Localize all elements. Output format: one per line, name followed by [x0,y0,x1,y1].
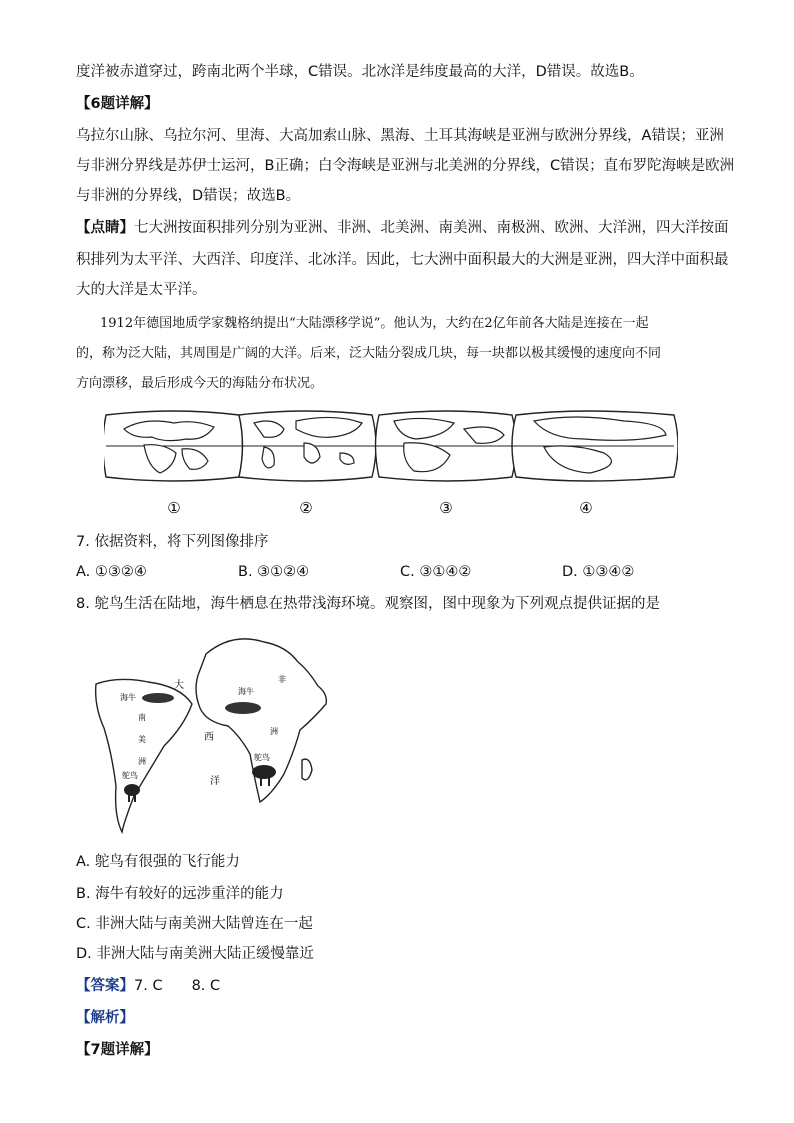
q7-option-b[interactable]: B. ③①②④ [238,564,310,580]
q8-option-d[interactable]: D. 非洲大陆与南美洲大陆正缓慢靠近 [76,946,314,962]
passage-line: 1912年德国地质学家魏格纳提出“大陆漂移学说”。他认为，大约在2亿年前各大陆是连接在一起 [100,316,649,331]
text-line: 度洋被赤道穿过，跨南北两个半球，C错误。北冰洋是纬度最高的大洋，D错误。故选B。 [76,64,644,80]
answer-tag: 【答案】 [76,978,134,994]
passage-line: 方向漂移，最后形成今天的海陆分布状况。 [76,376,324,391]
manatee-icon-af [225,702,261,714]
sa-label-zhou: 洲 [138,757,146,766]
south-america-outline [96,679,192,832]
q8-option-c[interactable]: C. 非洲大陆与南美洲大陆曾连在一起 [76,916,313,932]
ocean-label-yang: 洋 [210,776,220,787]
map-label-4: ④ [579,499,593,517]
section-heading-q6: 【6题详解】 [76,96,159,112]
sa-ostrich-label: 鸵鸟 [122,771,138,780]
question-7: 7. 依据资料，将下列图像排序 [76,534,269,550]
text-line: 积排列为太平洋、大西洋、印度洋、北冰洋。因此，七大洲中面积最大的大洲是亚洲，四大洋中面积最 [76,252,729,268]
map-label-3: ③ [439,499,453,517]
tip-text: 七大洲按面积排列分别为亚洲、非洲、北美洲、南美洲、南极洲、欧洲、大洋洲，四大洋按面 [134,220,729,236]
africa-south-america-map [88,626,338,840]
text-line: 大的大洋是太平洋。 [76,282,207,298]
af-label-fei: 非 [278,675,286,684]
manatee-icon-sa [142,693,174,703]
af-label-zhou: 洲 [270,727,278,736]
madagascar-outline [302,759,312,780]
q7-option-a[interactable]: A. ①③②④ [76,564,147,580]
ocean-label-da: 大 [174,680,184,691]
answer-line [76,976,220,996]
map-label-1: ① [167,499,181,517]
sa-manatee-label: 海牛 [120,693,136,702]
passage-line: 的，称为泛大陆，其周围是广阔的大洋。后来，泛大陆分裂成几块，每一块都以极其缓慢的速度向不同 [76,346,662,361]
question-8: 8. 鸵鸟生活在陆地，海牛栖息在热带浅海环境。观察图，图中现象为下列观点提供证据的是 [76,596,660,612]
analysis-heading: 【解析】 [76,1010,134,1026]
map-label-2: ② [299,499,313,517]
q8-option-b[interactable]: B. 海牛有较好的远涉重洋的能力 [76,886,284,902]
text-line: 与非洲的分界线，D错误；故选B。 [76,188,301,204]
q7-option-d[interactable]: D. ①③④② [562,564,635,580]
section-heading-q7: 【7题详解】 [76,1042,159,1058]
af-manatee-label: 海牛 [238,687,254,696]
sa-label-nan: 南 [138,713,146,722]
ocean-label-xi: 西 [204,732,214,743]
sa-label-mei: 美 [138,735,146,744]
tip-paragraph [76,218,729,238]
text-line: 与非洲分界线是苏伊士运河，B正确；白令海峡是亚洲与北美洲的分界线，C错误；直布罗陀海峡是欧洲 [76,158,735,174]
text-line: 乌拉尔山脉、乌拉尔河、里海、大高加索山脉、黑海、土耳其海峡是亚洲与欧洲分界线，A错误；亚洲 [76,128,724,144]
continental-drift-maps [104,409,678,521]
q8-option-a[interactable]: A. 鸵鸟有很强的飞行能力 [76,854,240,870]
tip-tag: 【点睛】 [76,220,134,236]
answer-text: 7. C 8. C [134,978,221,994]
af-ostrich-label: 鸵鸟 [254,753,270,762]
q7-option-c[interactable]: C. ③①④② [400,564,472,580]
